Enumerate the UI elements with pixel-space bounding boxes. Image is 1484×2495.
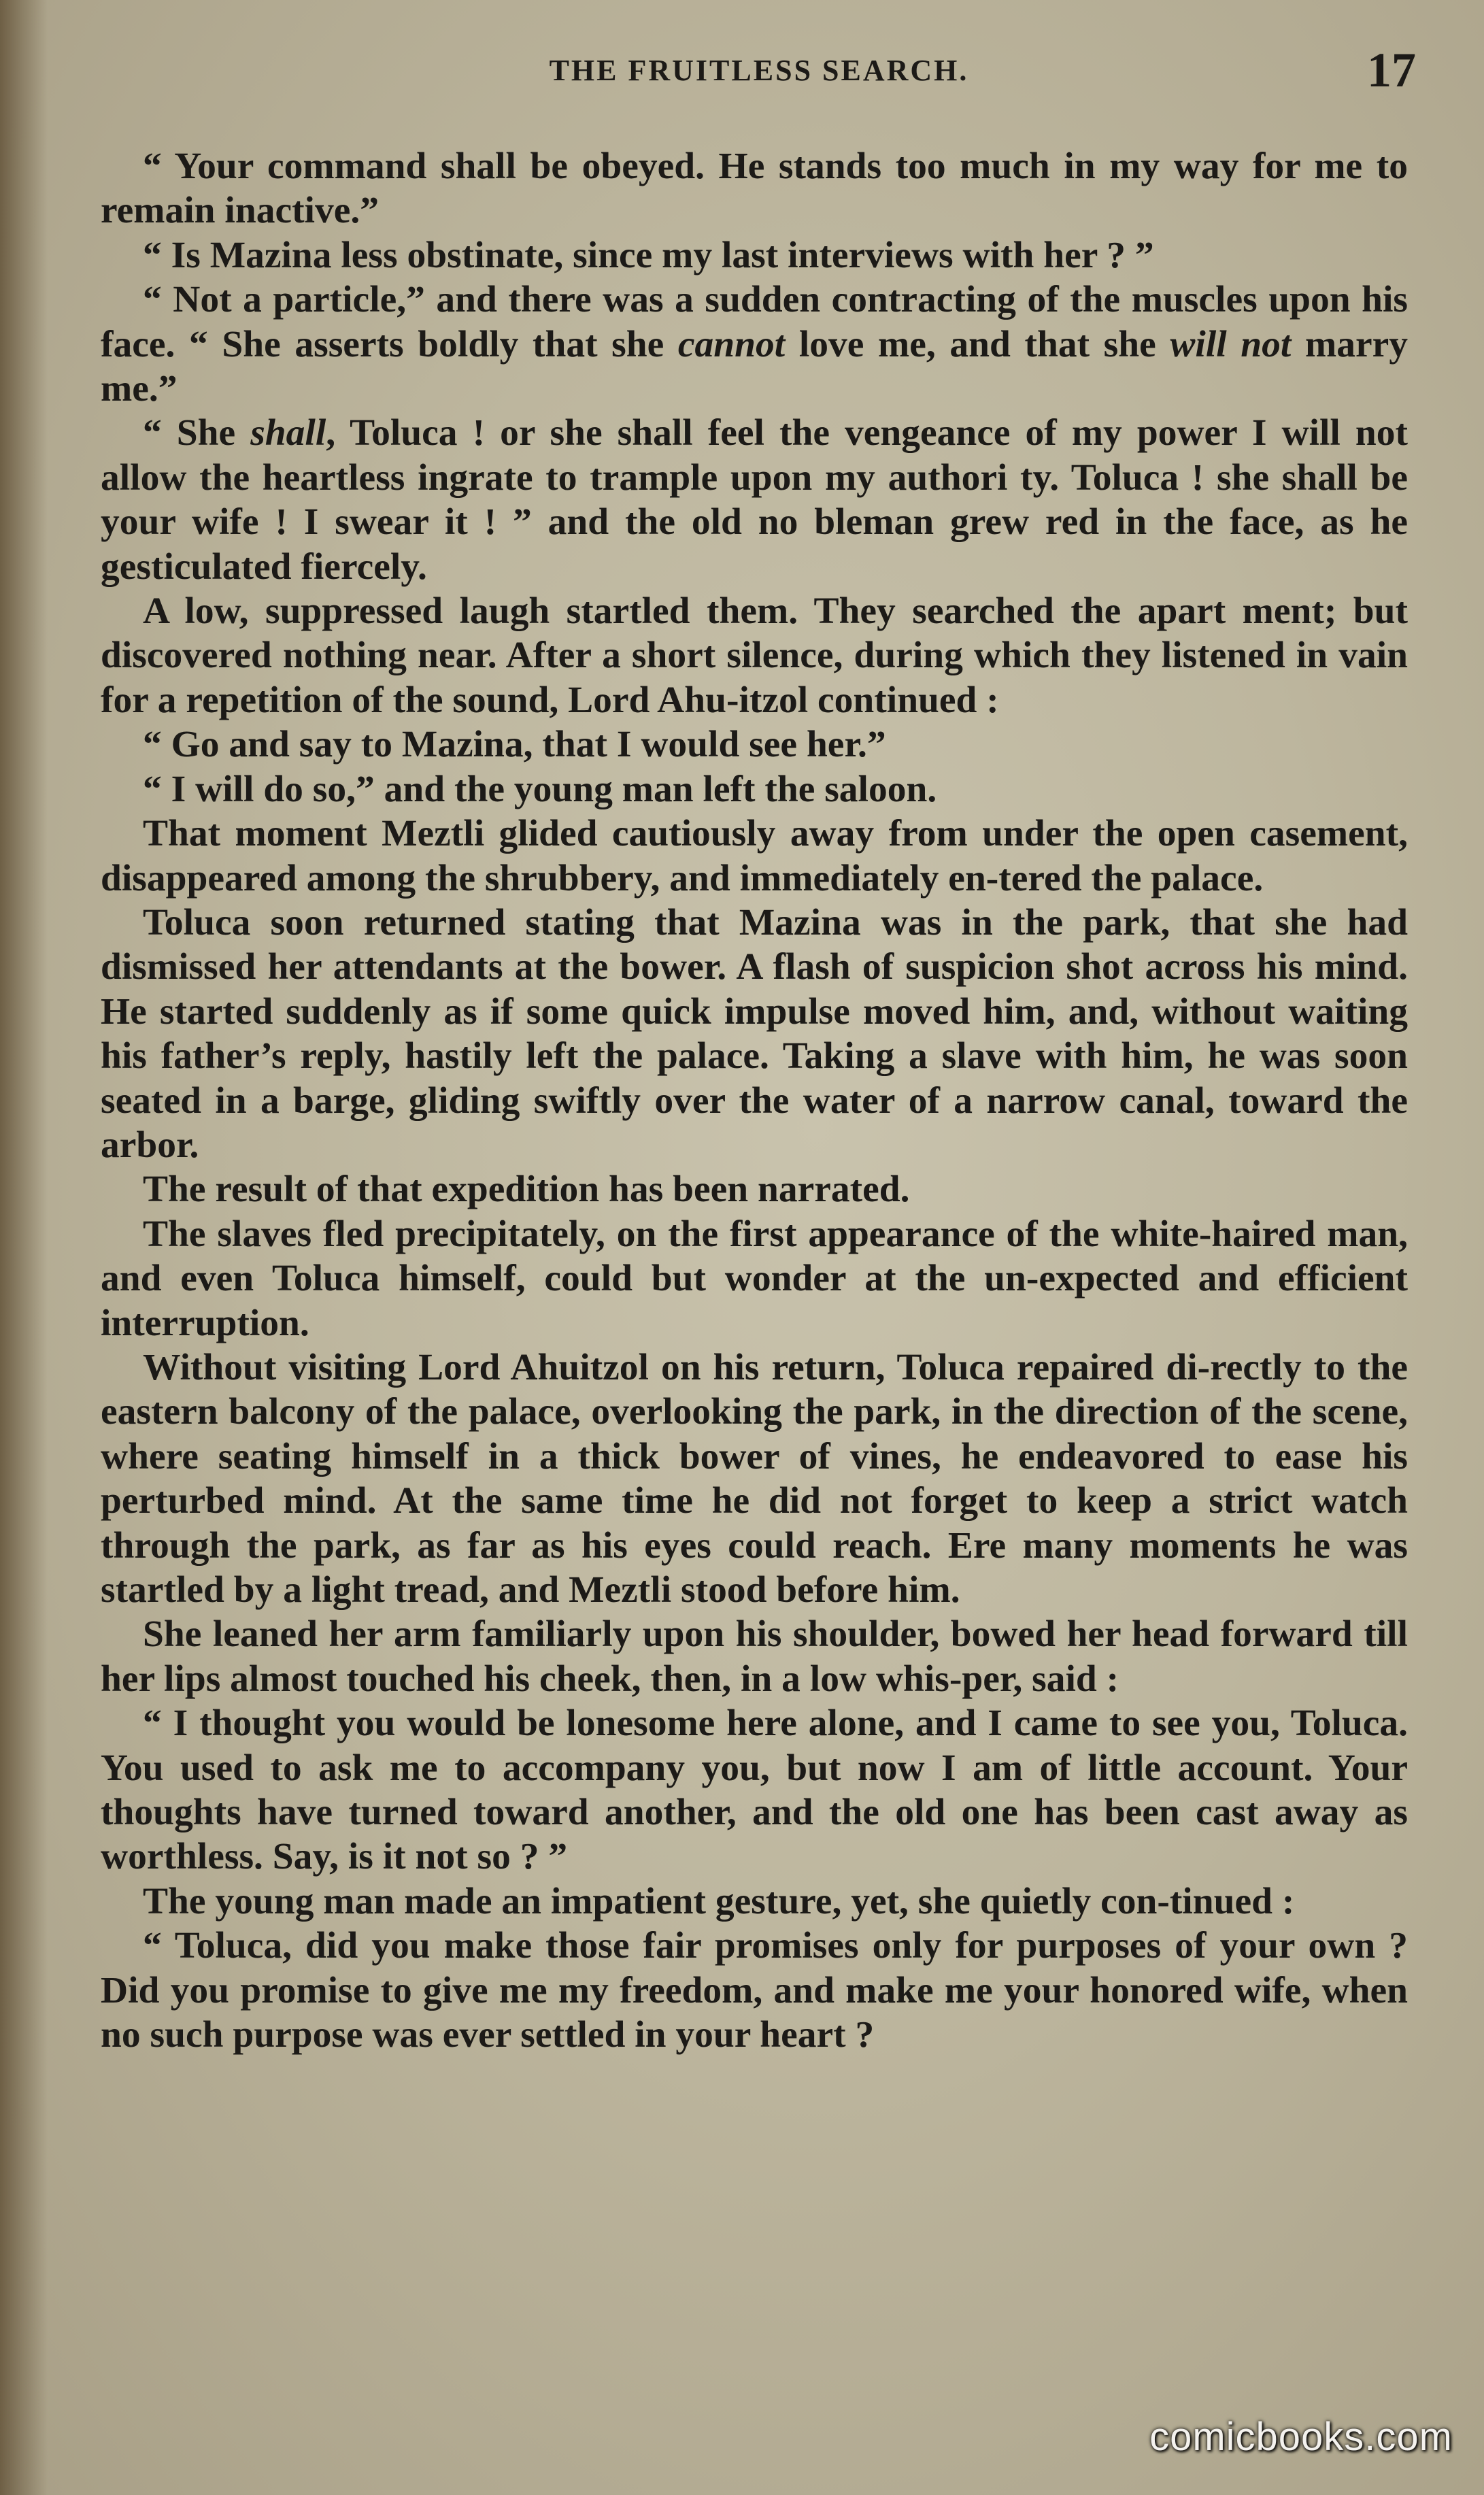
text-run: “ I thought you would be lonesome here alone, and I came to see you, Toluca. You used to ask me to accompany you, but now I am of little account. Your thoughts have turned toward another, and the old one has been cast away as worthless. Say, is it not so ? ” [101,1703,1408,1878]
text-run: Without visiting Lord Ahuitzol on his return, Toluca repaired di-rectly to the eastern balcony of the palace, overlooking the park, in the direction of the scene, where seating himself in a thick bower of vines, he endeavored to ease his perturbed mind. At the same time he did not forget to keep a strict watch through the park, as far as his eyes could reach. Ere many moments he was startled by a light tread, and Meztli stood before him. [101,1346,1408,1611]
page-number: 17 [1367,43,1416,97]
text-run: “ She [143,412,251,454]
text-run: A low, suppressed laugh startled them. They searched the apart ment; but discovered nothing near. After a short silence, during which they listened in vain for a repetition of the sound, Lord Ahu-itzol continued : [101,590,1408,721]
paragraph [101,1612,1408,1701]
paragraph [101,278,1408,411]
paragraph [101,767,1408,811]
body-text [101,144,1408,2057]
emphasis-text: cannot [677,323,786,365]
text-run: “ Not a particle,” and there was a sudden contracting of the muscles upon his face. “ She asserts boldly that she [101,279,1408,365]
text-run: “ Go and say to Mazina, that I would see her.” [143,724,886,766]
text-run: , Toluca ! or she shall feel the vengeance of my power I will not allow the heartless ingrate to trample upon my authori ty. Toluca ! she shall be your wife ! I swear it ! ” and the old no bleman grew red in the face, as he gesticulated fiercely. [101,412,1408,588]
text-run: The slaves fled precipitately, on the first appearance of the white-haired man, and even Toluca himself, could but wonder at the un-expected and efficient interruption. [101,1213,1408,1344]
text-run: “ Your command shall be obeyed. He stands too much in my way for me to remain inactive.” [101,146,1408,232]
text-run: That moment Meztli glided cautiously away from under the open casement, disappeared among the shrubbery, and immediately en-tered the palace. [101,813,1408,899]
text-run: “ Is Mazina less obstinate, since my last interviews with her ? ” [143,234,1154,276]
text-run: marry me.” [101,323,1408,410]
running-title: THE FRUITLESS SEARCH. [549,54,969,87]
paragraph [101,901,1408,1167]
text-run: The result of that expedition has been narrated. [143,1169,910,1211]
paragraph [101,233,1408,278]
text-run: love me, and that she [785,323,1170,365]
emphasis-text: shall [250,412,326,454]
paragraph [101,411,1408,589]
paragraph [101,144,1408,233]
text-run: Toluca soon returned stating that Mazina was in the park, that she had dismissed her attendants at the bower. A flash of suspicion shot across his mind. He started suddenly as if some quick impulse moved him, and, without waiting his father’s reply, hastily left the palace. Taking a slave with him, he was soon seated in a barge, gliding swiftly over the water of a narrow canal, toward the arbor. [101,901,1408,1166]
paragraph [101,1212,1408,1345]
text-run: The young man made an impatient gesture, yet, she quietly con-tinued : [143,1880,1295,1922]
watermark: comicbooks.com [1149,2415,1453,2459]
emphasis-text: will not [1170,323,1292,365]
paragraph [101,811,1408,901]
paragraph [101,1345,1408,1612]
paragraph [101,1879,1408,1924]
paragraph [101,1167,1408,1211]
paragraph [101,1924,1408,2057]
paragraph [101,589,1408,722]
text-run: She leaned her arm familiarly upon his shoulder, bowed her head forward till her lips almost touched his cheek, then, in a low whis-per, said : [101,1613,1408,1700]
paragraph [101,722,1408,767]
text-run: “ Toluca, did you make those fair promises only for purposes of your own ? Did you promise to give me my freedom, and make me your honored wife, when no such purpose was ever settled in your heart ? [101,1925,1408,2056]
paragraph [101,1701,1408,1879]
page-header [102,39,1416,114]
text-run: “ I will do so,” and the young man left the saloon. [143,768,937,810]
